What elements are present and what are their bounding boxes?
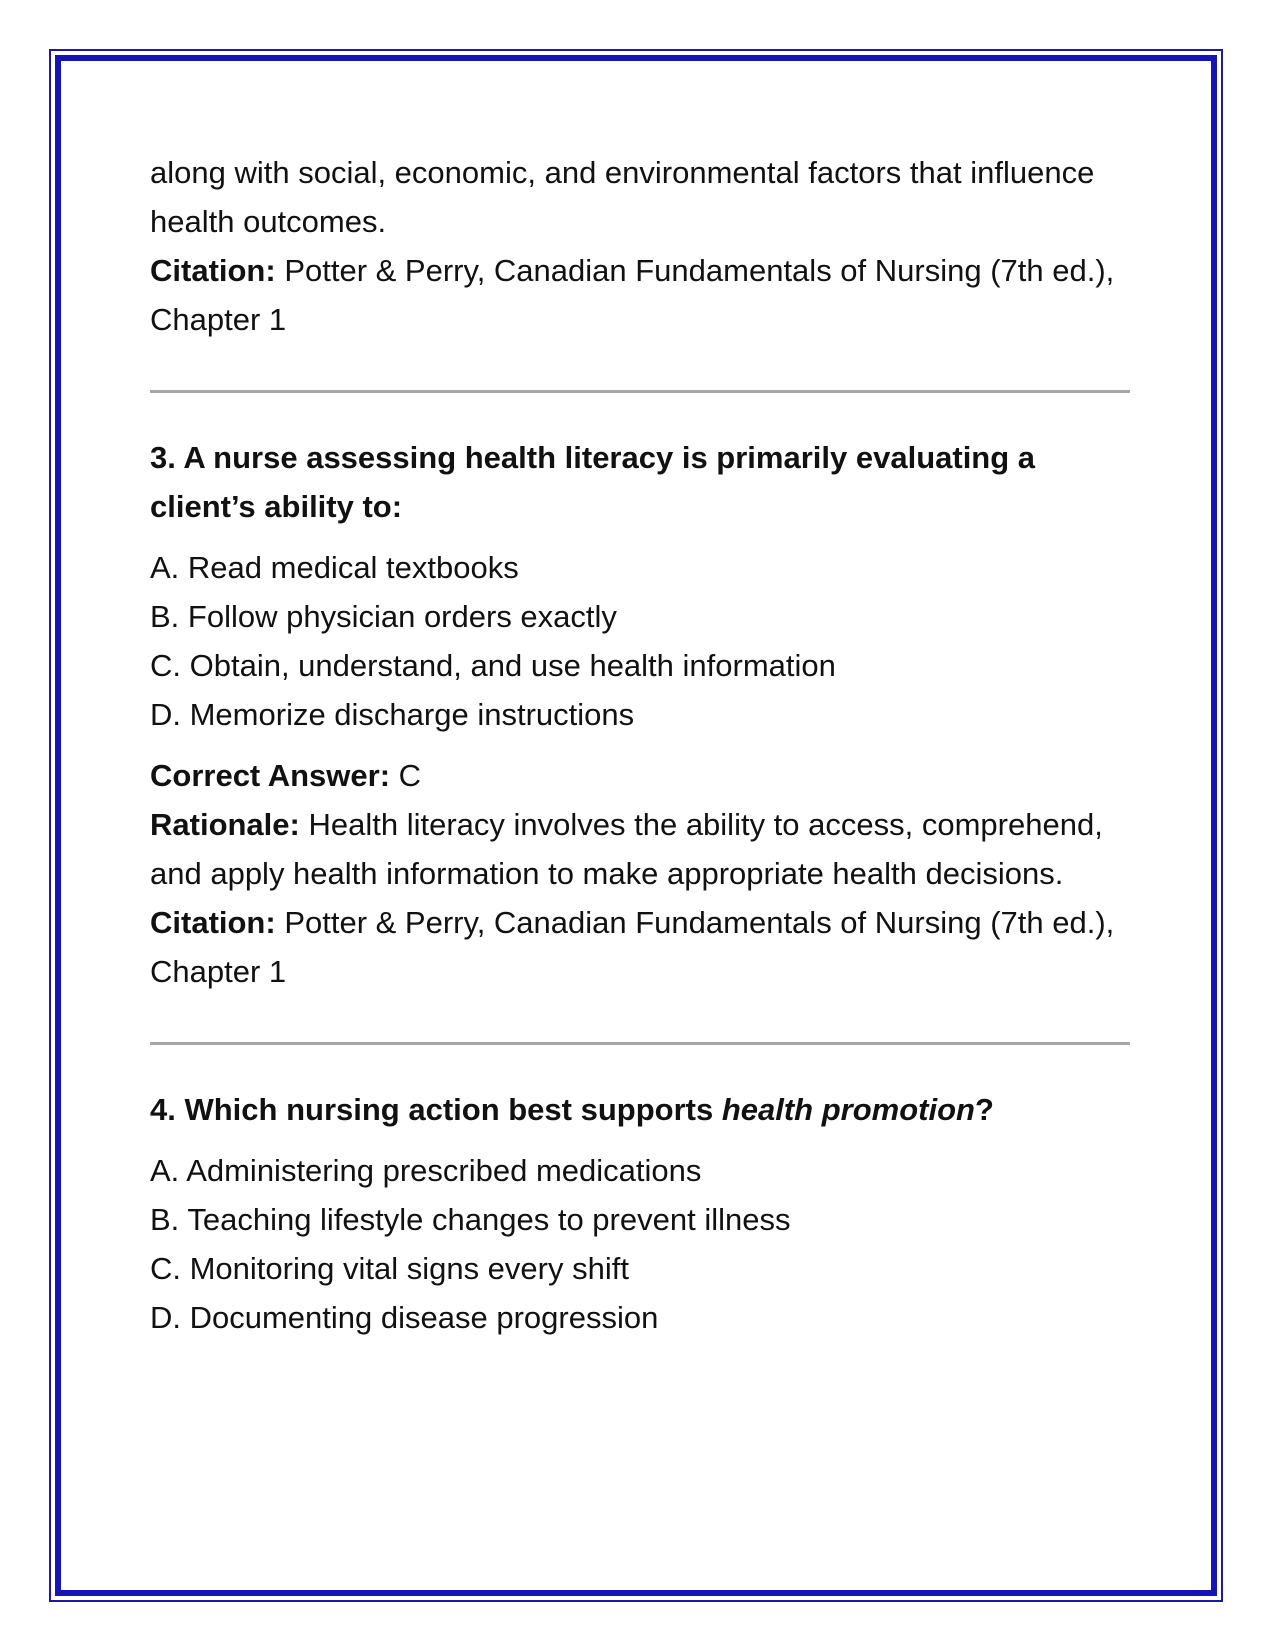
correct-answer-label: Correct Answer: — [150, 758, 391, 793]
question-text: A nurse assessing health literacy is primarily evaluating a client’s ability to: — [150, 440, 1036, 524]
question-4-options — [150, 1146, 1130, 1342]
divider — [150, 390, 1130, 393]
citation — [150, 898, 1130, 996]
option-d: D. Memorize discharge instructions — [150, 697, 635, 732]
question-3 — [150, 433, 1130, 996]
option-c: C. Obtain, understand, and use health information — [150, 648, 836, 683]
rationale — [150, 800, 1130, 898]
citation-text: Potter & Perry, Canadian Fundamentals of Nursing (7th ed.), Chapter 1 — [150, 905, 1115, 989]
option-a: A. Read medical textbooks — [150, 550, 519, 585]
option-b: B. Teaching lifestyle changes to prevent illness — [150, 1202, 791, 1237]
question-3-options — [150, 543, 1130, 739]
question-4 — [150, 1085, 1130, 1342]
citation-label: Citation: — [150, 253, 276, 288]
rationale-text: Health literacy involves the ability to access, comprehend, and apply health information to make appropriate health decisions. — [150, 807, 1103, 891]
question-number: 3. — [150, 440, 176, 475]
rationale-label: Rationale: — [150, 807, 300, 842]
correct-answer-value: C — [390, 758, 422, 793]
option-b: B. Follow physician orders exactly — [150, 599, 617, 634]
citation-label: Citation: — [150, 905, 276, 940]
divider — [150, 1042, 1130, 1045]
option-c: C. Monitoring vital signs every shift — [150, 1251, 629, 1286]
option-a: A. Administering prescribed medications — [150, 1153, 702, 1188]
citation — [150, 246, 1130, 344]
question-text: Which nursing action best supports — [175, 1092, 722, 1127]
question-2-continuation — [150, 148, 1130, 344]
correct-answer — [150, 751, 1130, 800]
question-emphasis: health promotion — [721, 1092, 975, 1127]
document-content — [150, 148, 1130, 1354]
citation-text: Potter & Perry, Canadian Fundamentals of Nursing (7th ed.), Chapter 1 — [150, 253, 1115, 337]
question-number: 4. — [150, 1092, 176, 1127]
rationale-continuation: along with social, economic, and environmental factors that influence health outcomes. — [150, 155, 1095, 239]
question-3-prompt — [150, 433, 1130, 531]
option-d: D. Documenting disease progression — [150, 1300, 659, 1335]
question-end: ? — [974, 1092, 994, 1127]
question-4-prompt — [150, 1085, 1130, 1134]
